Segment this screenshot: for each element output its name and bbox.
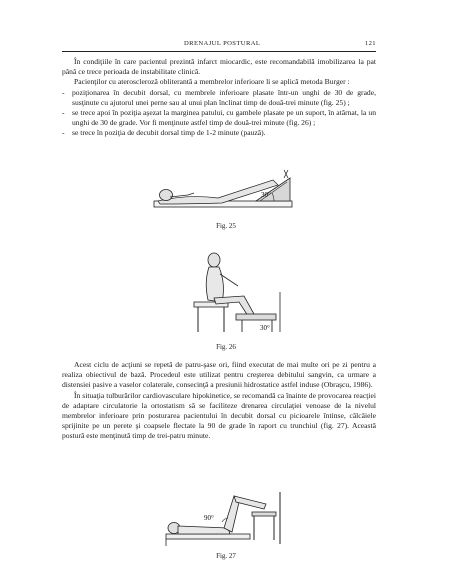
body-block — [62, 360, 376, 442]
intro-block — [62, 57, 376, 139]
angle-label: 30° — [261, 191, 271, 199]
body-paragraph: Acest ciclu de acţiuni se repetă de patru-şase ori, fiind executat de mai multe ori pe zi pentru a realiza obiectivul de bază. Procedeul este utilizat pentru creşterea debitului sangvin, ca urmare a distensiei pasive a vaselor colaterale, consecinţă a presiunii hidrostatice astfel induse (Obraşcu, 1986). — [62, 360, 376, 390]
intro-paragraph: Pacienţilor cu ateroscleroză obliterantă a membrelor inferioare li se aplică metoda Burger : — [74, 77, 350, 87]
figure-26-caption: Fig. 26 — [216, 343, 236, 351]
list-item: - se trece apoi în poziţia aşezat la marginea patului, cu gambele plasate pe un suport, în atârnat, la un unghi de 30 de grade. Vor fi menţinute astfel timp de două-trei minute (fig. 26) ; — [62, 108, 376, 128]
figure-27-illustration — [162, 490, 292, 548]
running-header — [62, 39, 376, 52]
list-item: - se trece în poziţia de decubit dorsal timp de 1-2 minute (pauză). — [62, 128, 266, 138]
angle-label: 90° — [204, 514, 214, 522]
angle-label: 30° — [260, 324, 270, 332]
list-item: - poziţionarea în decubit dorsal, cu membrele inferioare plasate într-un unghi de 30 de grade, susţinute cu ajutorul unei perne sau al unui plan înclinat timp de două-trei minute (fig. 25) ; — [62, 87, 376, 107]
body-paragraph: În situaţia tulburărilor cardiovasculare hipokinetice, se recomandă ca înainte de provocarea reacţiei de adaptare circulatorie la ortostatism să se faciliteze drenarea circulaţiei venoase de la nivelul membrelor inferioare prin posturarea pacientului în decubit dorsal cu picioarele întinse, călcâiele sprijinite pe un perete şi coapsele flectate la 90 de grade în raport cu trunchiul (fig. 27). Această postură este menţinută timp de trei-patru minute. — [62, 390, 376, 441]
intro-paragraph: În condiţiile în care pacientul prezintă infarct miocardic, este recomandabilă imobilizarea la pat până ce trece perioada de instabilitate clinică. — [62, 57, 376, 77]
header-title: DRENAJUL POSTURAL — [184, 40, 261, 47]
figure-26-illustration — [192, 248, 288, 334]
figure-27-caption: Fig. 27 — [216, 552, 236, 560]
figure-25-caption: Fig. 25 — [216, 222, 236, 230]
figure-25-illustration — [148, 164, 298, 216]
page-number: 121 — [364, 40, 376, 47]
burger-steps-list — [62, 88, 376, 139]
